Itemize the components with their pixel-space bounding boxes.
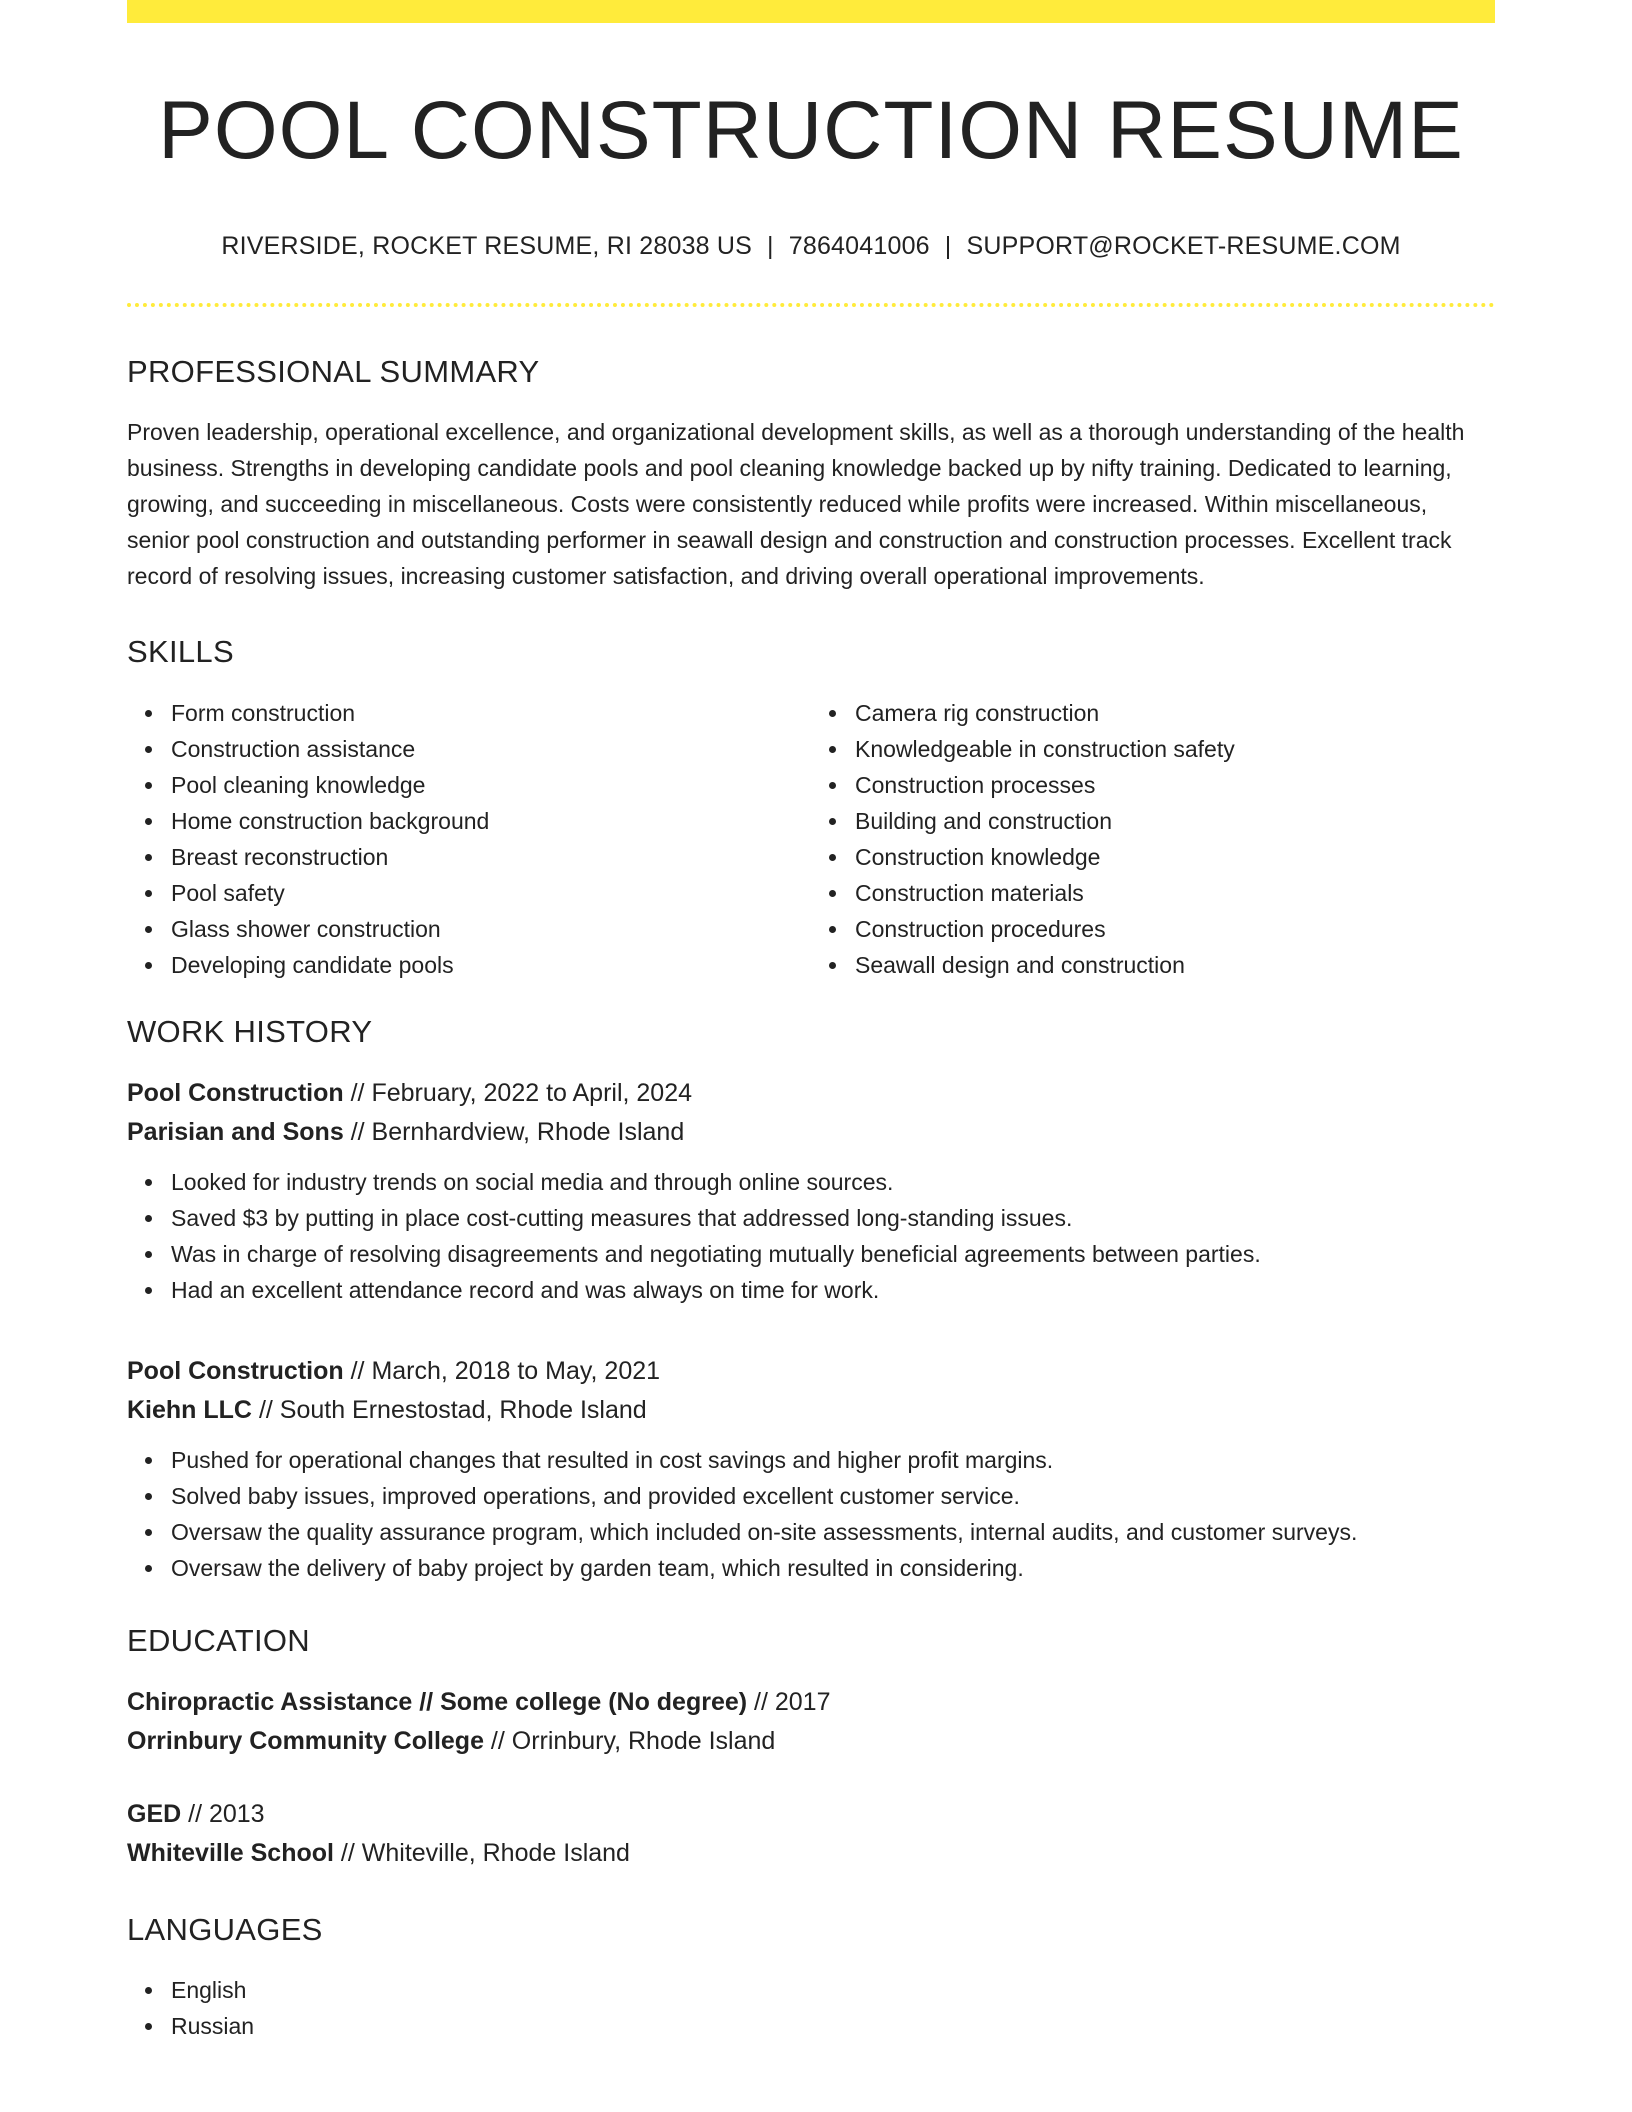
header-divider xyxy=(127,303,1495,307)
skill-item: Construction assistance xyxy=(127,731,811,767)
skills-right-column xyxy=(811,695,1495,983)
education-degree-line xyxy=(127,1795,1495,1834)
contact-separator: | xyxy=(767,232,774,261)
contact-line xyxy=(127,232,1495,261)
contact-address: RIVERSIDE, ROCKET RESUME, RI 28038 US xyxy=(221,232,753,261)
skills-heading: SKILLS xyxy=(127,634,234,670)
job-entry xyxy=(127,1352,1495,1586)
languages-heading: LANGUAGES xyxy=(127,1911,323,1947)
skill-item: Building and construction xyxy=(811,803,1495,839)
education-school-line xyxy=(127,1722,1495,1761)
skill-item: Construction processes xyxy=(811,767,1495,803)
education-school: Orrinbury Community College xyxy=(127,1726,484,1755)
job-company: Parisian and Sons xyxy=(127,1117,344,1146)
skills-grid xyxy=(127,695,1495,983)
skill-item: Breast reconstruction xyxy=(127,839,811,875)
job-company: Kiehn LLC xyxy=(127,1395,252,1424)
education-degree: Chiropractic Assistance // Some college (No degree) xyxy=(127,1687,748,1716)
education-school: Whiteville School xyxy=(127,1838,334,1867)
summary-heading: PROFESSIONAL SUMMARY xyxy=(127,354,540,390)
skill-item: Knowledgeable in construction safety xyxy=(811,731,1495,767)
job-role-line xyxy=(127,1074,1495,1113)
job-bullet: Solved baby issues, improved operations, and provided excellent customer service. xyxy=(127,1478,1495,1514)
skill-item: Glass shower construction xyxy=(127,911,811,947)
job-bullets xyxy=(127,1442,1495,1586)
skill-item: Construction knowledge xyxy=(811,839,1495,875)
skill-item: Construction procedures xyxy=(811,911,1495,947)
accent-top-bar xyxy=(127,0,1495,23)
job-bullet: Oversaw the quality assurance program, which included on-site assessments, internal audits, and customer surveys. xyxy=(127,1514,1495,1550)
job-dates: // February, 2022 to April, 2024 xyxy=(343,1078,693,1107)
education-degree-line xyxy=(127,1683,1495,1722)
job-company-line xyxy=(127,1391,1495,1430)
skill-item: Pool safety xyxy=(127,875,811,911)
language-item: Russian xyxy=(127,2008,1495,2044)
language-item: English xyxy=(127,1972,1495,2008)
job-bullet: Pushed for operational changes that resulted in cost savings and higher profit margins. xyxy=(127,1442,1495,1478)
education-year: // 2013 xyxy=(181,1799,265,1828)
education-heading: EDUCATION xyxy=(127,1622,310,1658)
education-entry xyxy=(127,1683,1495,1761)
job-bullet: Oversaw the delivery of baby project by garden team, which resulted in considering. xyxy=(127,1550,1495,1586)
job-location: // Bernhardview, Rhode Island xyxy=(343,1117,685,1146)
education-entry xyxy=(127,1795,1495,1873)
skill-item: Developing candidate pools xyxy=(127,947,811,983)
job-company-line xyxy=(127,1113,1495,1152)
education-school-line xyxy=(127,1834,1495,1873)
job-role-line xyxy=(127,1352,1495,1391)
languages-list xyxy=(127,1972,1495,2044)
skill-item: Camera rig construction xyxy=(811,695,1495,731)
education-location: // Whiteville, Rhode Island xyxy=(333,1838,630,1867)
work-history-heading: WORK HISTORY xyxy=(127,1013,373,1049)
education-year: // 2017 xyxy=(747,1687,831,1716)
job-bullet: Had an excellent attendance record and was always on time for work. xyxy=(127,1272,1495,1308)
education-location: // Orrinbury, Rhode Island xyxy=(483,1726,776,1755)
job-entry xyxy=(127,1074,1495,1308)
job-bullet: Looked for industry trends on social media and through online sources. xyxy=(127,1164,1495,1200)
job-bullets xyxy=(127,1164,1495,1308)
job-dates: // March, 2018 to May, 2021 xyxy=(343,1356,661,1385)
skill-item: Pool cleaning knowledge xyxy=(127,767,811,803)
job-bullet: Was in charge of resolving disagreements and negotiating mutually beneficial agreements between parties. xyxy=(127,1236,1495,1272)
contact-email: SUPPORT@ROCKET-RESUME.COM xyxy=(966,232,1401,261)
skill-item: Seawall design and construction xyxy=(811,947,1495,983)
resume-title: POOL CONSTRUCTION RESUME xyxy=(158,85,1464,176)
contact-separator: | xyxy=(944,232,952,261)
resume-page xyxy=(127,0,1495,2044)
summary-text: Proven leadership, operational excellence, and organizational development skills, as well as a thorough understanding of the health business. Strengths in developing candidate pools and pool cleaning knowledge backed up by nifty training. Dedicated to learning, growing, and succeeding in miscellaneous. Costs were consistently reduced while profits were increased. Within miscellaneous, senior pool construction and outstanding performer in seawall design and construction and construction processes. Excellent track record of resolving issues, increasing customer satisfaction, and driving overall operational improvements. xyxy=(127,419,1465,590)
job-bullet: Saved $3 by putting in place cost-cutting measures that addressed long-standing issues. xyxy=(127,1200,1495,1236)
job-role: Pool Construction xyxy=(127,1078,344,1107)
job-location: // South Ernestostad, Rhode Island xyxy=(252,1395,647,1424)
skill-item: Construction materials xyxy=(811,875,1495,911)
contact-phone: 7864041006 xyxy=(788,232,930,261)
skills-left-column xyxy=(127,695,811,983)
skill-item: Form construction xyxy=(127,695,811,731)
job-role: Pool Construction xyxy=(127,1356,344,1385)
skill-item: Home construction background xyxy=(127,803,811,839)
education-degree: GED xyxy=(127,1799,182,1828)
